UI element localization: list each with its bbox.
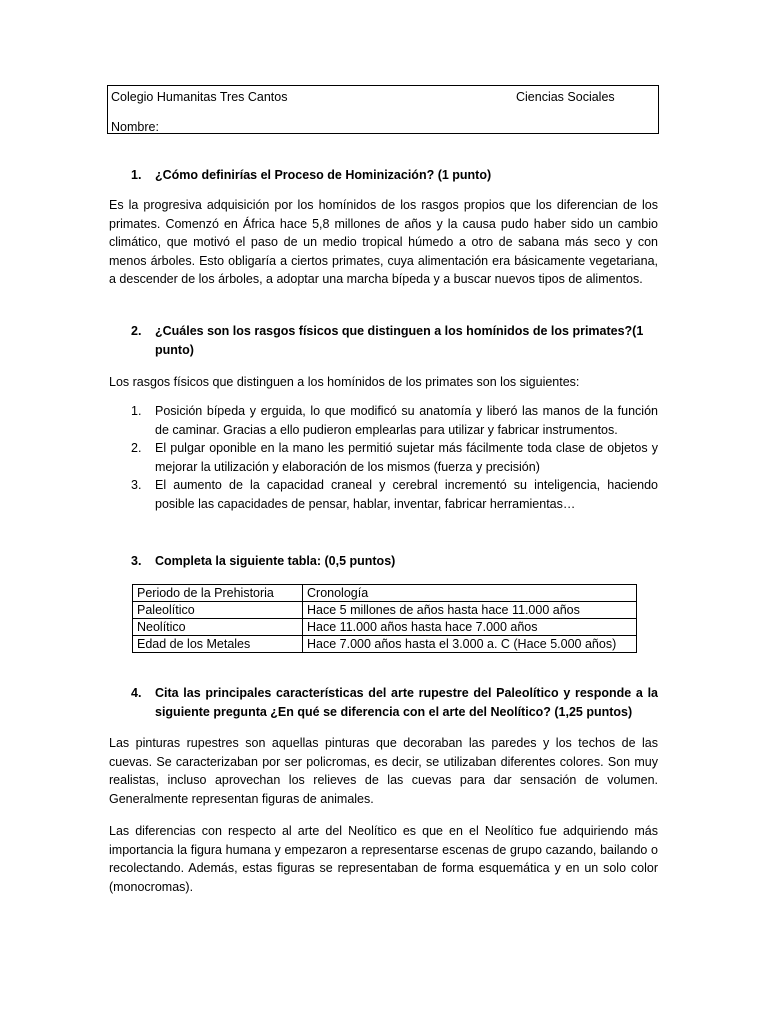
table-cell: Hace 5 millones de años hasta hace 11.000 años <box>303 602 637 619</box>
table-row <box>133 602 637 619</box>
table-header: Periodo de la Prehistoria <box>133 585 303 602</box>
list-item-text: El aumento de la capacidad craneal y cerebral incrementó su inteligencia, haciendo posible las capacidades de pensar, hablar, inventar, fabricar herramientas… <box>155 478 658 511</box>
table-header-row <box>133 585 637 602</box>
answer-4-part-2: Las diferencias con respecto al arte del Neolítico es que en el Neolítico fue adquiriendo más importancia la figura humana y empezaron a representarse escenas de grupo cazando, bailando o recolectando. Además, estas figuras se representaban de forma esquemática y en un solo color (monocromas). <box>109 824 658 894</box>
question-2 <box>109 322 658 359</box>
list-item-text: Posición bípeda y erguida, lo que modificó su anatomía y liberó las manos de la función de caminar. Gracias a ello pudieron emplearlas para utilizar y fabricar instrumentos. <box>155 404 658 437</box>
list-item <box>109 439 658 476</box>
table-header: Cronología <box>303 585 637 602</box>
list-item-number: 2. <box>131 441 142 455</box>
question-1 <box>109 166 658 185</box>
list-item-number: 1. <box>131 404 142 418</box>
list-item <box>109 476 658 513</box>
question-text: ¿Cómo definirías el Proceso de Hominización? (1 punto) <box>155 168 492 182</box>
table-row <box>133 636 637 653</box>
school-name: Colegio Humanitas Tres Cantos <box>111 90 288 104</box>
name-label: Nombre: <box>111 120 159 134</box>
prehistory-table <box>132 584 637 653</box>
table-cell: Paleolítico <box>133 602 303 619</box>
subject-name: Ciencias Sociales <box>516 90 615 104</box>
question-3 <box>109 552 658 571</box>
list-item-text: El pulgar oponible en la mano les permitió sujetar más fácilmente toda clase de objetos y mejorar la utilización y elaboración de los mismos (fuerza y precisión) <box>155 441 658 474</box>
header-box <box>107 85 659 134</box>
question-number: 3. <box>131 554 142 568</box>
answer-1: Es la progresiva adquisición por los homínidos de los rasgos propios que los diferencian de los primates. Comenzó en África hace 5,8 millones de años y la causa pudo haber sido un cambio climático, que motivó el paso de un medio tropical húmedo a otro de sabana más seco y con menos árboles. Esto obligaría a ciertos primates, cuya alimentación era básicamente vegetariana, a descender de los árboles, a adoptar una marcha bípeda y a buscar nuevos tipos de alimentos. <box>109 198 658 286</box>
list-item-number: 3. <box>131 478 142 492</box>
list-item <box>109 402 658 439</box>
table-row <box>133 619 637 636</box>
question-text: ¿Cuáles son los rasgos físicos que distinguen a los homínidos de los primates?(1 punto) <box>155 324 644 357</box>
table-cell: Neolítico <box>133 619 303 636</box>
question-text: Completa la siguiente tabla: (0,5 puntos) <box>155 554 396 568</box>
answer-4-part-1: Las pinturas rupestres son aquellas pinturas que decoraban las paredes y los techos de las cuevas. Se caracterizaban por ser policromas, es decir, se utilizaban diferentes colores. Son muy realistas, incluso aprovechan los relieves de las cuevas para dar sensación de volumen. Generalmente representan figuras de animales. <box>109 736 658 806</box>
traits-list <box>109 402 658 513</box>
table-cell: Edad de los Metales <box>133 636 303 653</box>
table-cell: Hace 11.000 años hasta hace 7.000 años <box>303 619 637 636</box>
question-number: 2. <box>131 324 142 338</box>
question-text: Cita las principales características del arte rupestre del Paleolítico y responde a la siguiente pregunta ¿En qué se diferencia con el arte del Neolítico? (1,25 puntos) <box>155 686 658 719</box>
question-number: 4. <box>131 686 142 700</box>
question-4 <box>109 684 658 721</box>
table-cell: Hace 7.000 años hasta el 3.000 a. C (Hace 5.000 años) <box>303 636 637 653</box>
answer-2-intro: Los rasgos físicos que distinguen a los homínidos de los primates son los siguientes: <box>109 375 580 389</box>
question-number: 1. <box>131 168 142 182</box>
